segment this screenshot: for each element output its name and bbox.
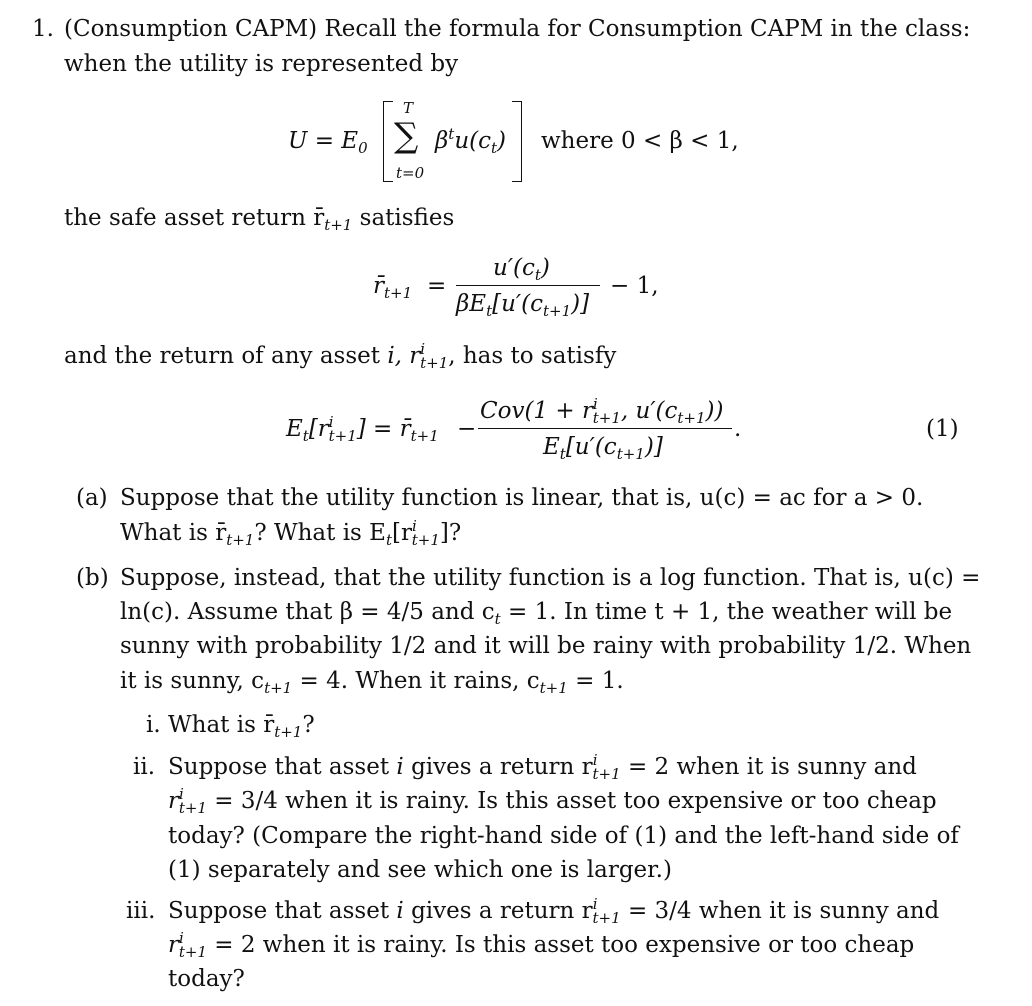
any-asset-sentence: and the return of any asset i, $r^i_{t+1}$, has to satisfy [64, 340, 617, 372]
sub-i-label: i. [146, 712, 161, 738]
sub-ii-line3: today? (Compare the right-hand side of (1) and the left-hand side of [168, 823, 959, 849]
right-bracket [512, 101, 522, 182]
utility-lhs: $U = E_0$ [288, 128, 368, 157]
part-b-line1: Suppose, instead, that the utility function is a log function. That is, u(c) = [120, 565, 981, 591]
safe-asset-sentence: the safe asset return $r̄_{t+1}$ satisfies [64, 205, 455, 234]
sub-ii-line4: (1) separately and see which one is larger.) [168, 857, 672, 883]
part-a-line2: What is $r̄_{t+1}$? What is $E_t[r^i_{t+1}]$? [120, 517, 462, 549]
asset-equation-lhs: $E_t[r^i_{t+1}]$ = $r̄_{t+1}$ [286, 413, 439, 445]
part-a-line1: Suppose that the utility function is linear, that is, u(c) = ac for a > 0. [120, 485, 924, 511]
part-b-line2: ln(c). Assume that β = 4/5 and $c_t = 1$. In time t + 1, the weather will be [120, 599, 953, 628]
equation-label: (1) [926, 416, 959, 442]
safe-return-numerator: $u'(c_t)$ [493, 255, 550, 284]
safe-return-denominator: $\beta E_t[u'(c_{t+1})]$ [456, 291, 590, 320]
fraction-bar [478, 428, 732, 429]
part-b-label: (b) [76, 565, 109, 591]
sub-iii-label: iii. [126, 898, 156, 924]
utility-condition: where 0 < β < 1, [541, 128, 739, 154]
problem-number: 1. [32, 16, 54, 42]
part-a-label: (a) [76, 485, 108, 511]
sum-lower-limit: t=0 [396, 164, 425, 182]
asset-equation-numerator: $Cov(1 + r^i_{t+1}$, $u'(c_{t+1})$) [480, 395, 724, 427]
sub-iii-line1: Suppose that asset i gives a return $r^i_{t+1} = 3/4$ when it is sunny and [168, 895, 940, 927]
asset-equation-period: . [734, 416, 742, 442]
problem-heading: (Consumption CAPM) [64, 16, 318, 42]
part-b-line3: sunny with probability 1/2 and it will be rainy with probability 1/2. When [120, 633, 972, 659]
asset-equation-minus: − [457, 416, 477, 442]
problem-intro-line1 [64, 18, 970, 41]
sub-iii-line2: $r^i_{t+1} = 2$ when it is rainy. Is this asset too expensive or too cheap [168, 929, 915, 961]
sub-ii-line1: Suppose that asset i gives a return $r^i_{t+1} = 2$ when it is sunny and [168, 751, 917, 783]
asset-equation-denominator: $E_t[u'(c_{t+1})]$ [543, 434, 663, 463]
safe-return-lhs: $r̄_{t+1}$ [373, 273, 413, 302]
sub-ii-label: ii. [133, 754, 156, 780]
sub-iii-line3: today? [168, 966, 245, 992]
safe-return-tail: − 1, [610, 273, 659, 299]
fraction-bar [456, 285, 600, 286]
sum-upper-limit: T [403, 99, 414, 117]
safe-return-equals: = [427, 273, 447, 299]
sub-ii-line2: $r^i_{t+1} = 3/4$ when it is rainy. Is this asset too expensive or too cheap [168, 785, 937, 817]
problem-intro: Recall the formula for Consumption CAPM in the class: [324, 16, 971, 42]
part-b-line4: it is sunny, $c_{t+1} = 4$. When it rains, $c_{t+1} = 1$. [120, 668, 624, 697]
sigma-icon: ∑ [394, 116, 419, 156]
left-bracket [383, 101, 393, 182]
sub-i-text: What is $r̄_{t+1}$? [168, 712, 315, 741]
utility-summand: $\beta^tu(c_t)$ [435, 125, 507, 157]
problem-intro-line2: when the utility is represented by [64, 51, 459, 77]
